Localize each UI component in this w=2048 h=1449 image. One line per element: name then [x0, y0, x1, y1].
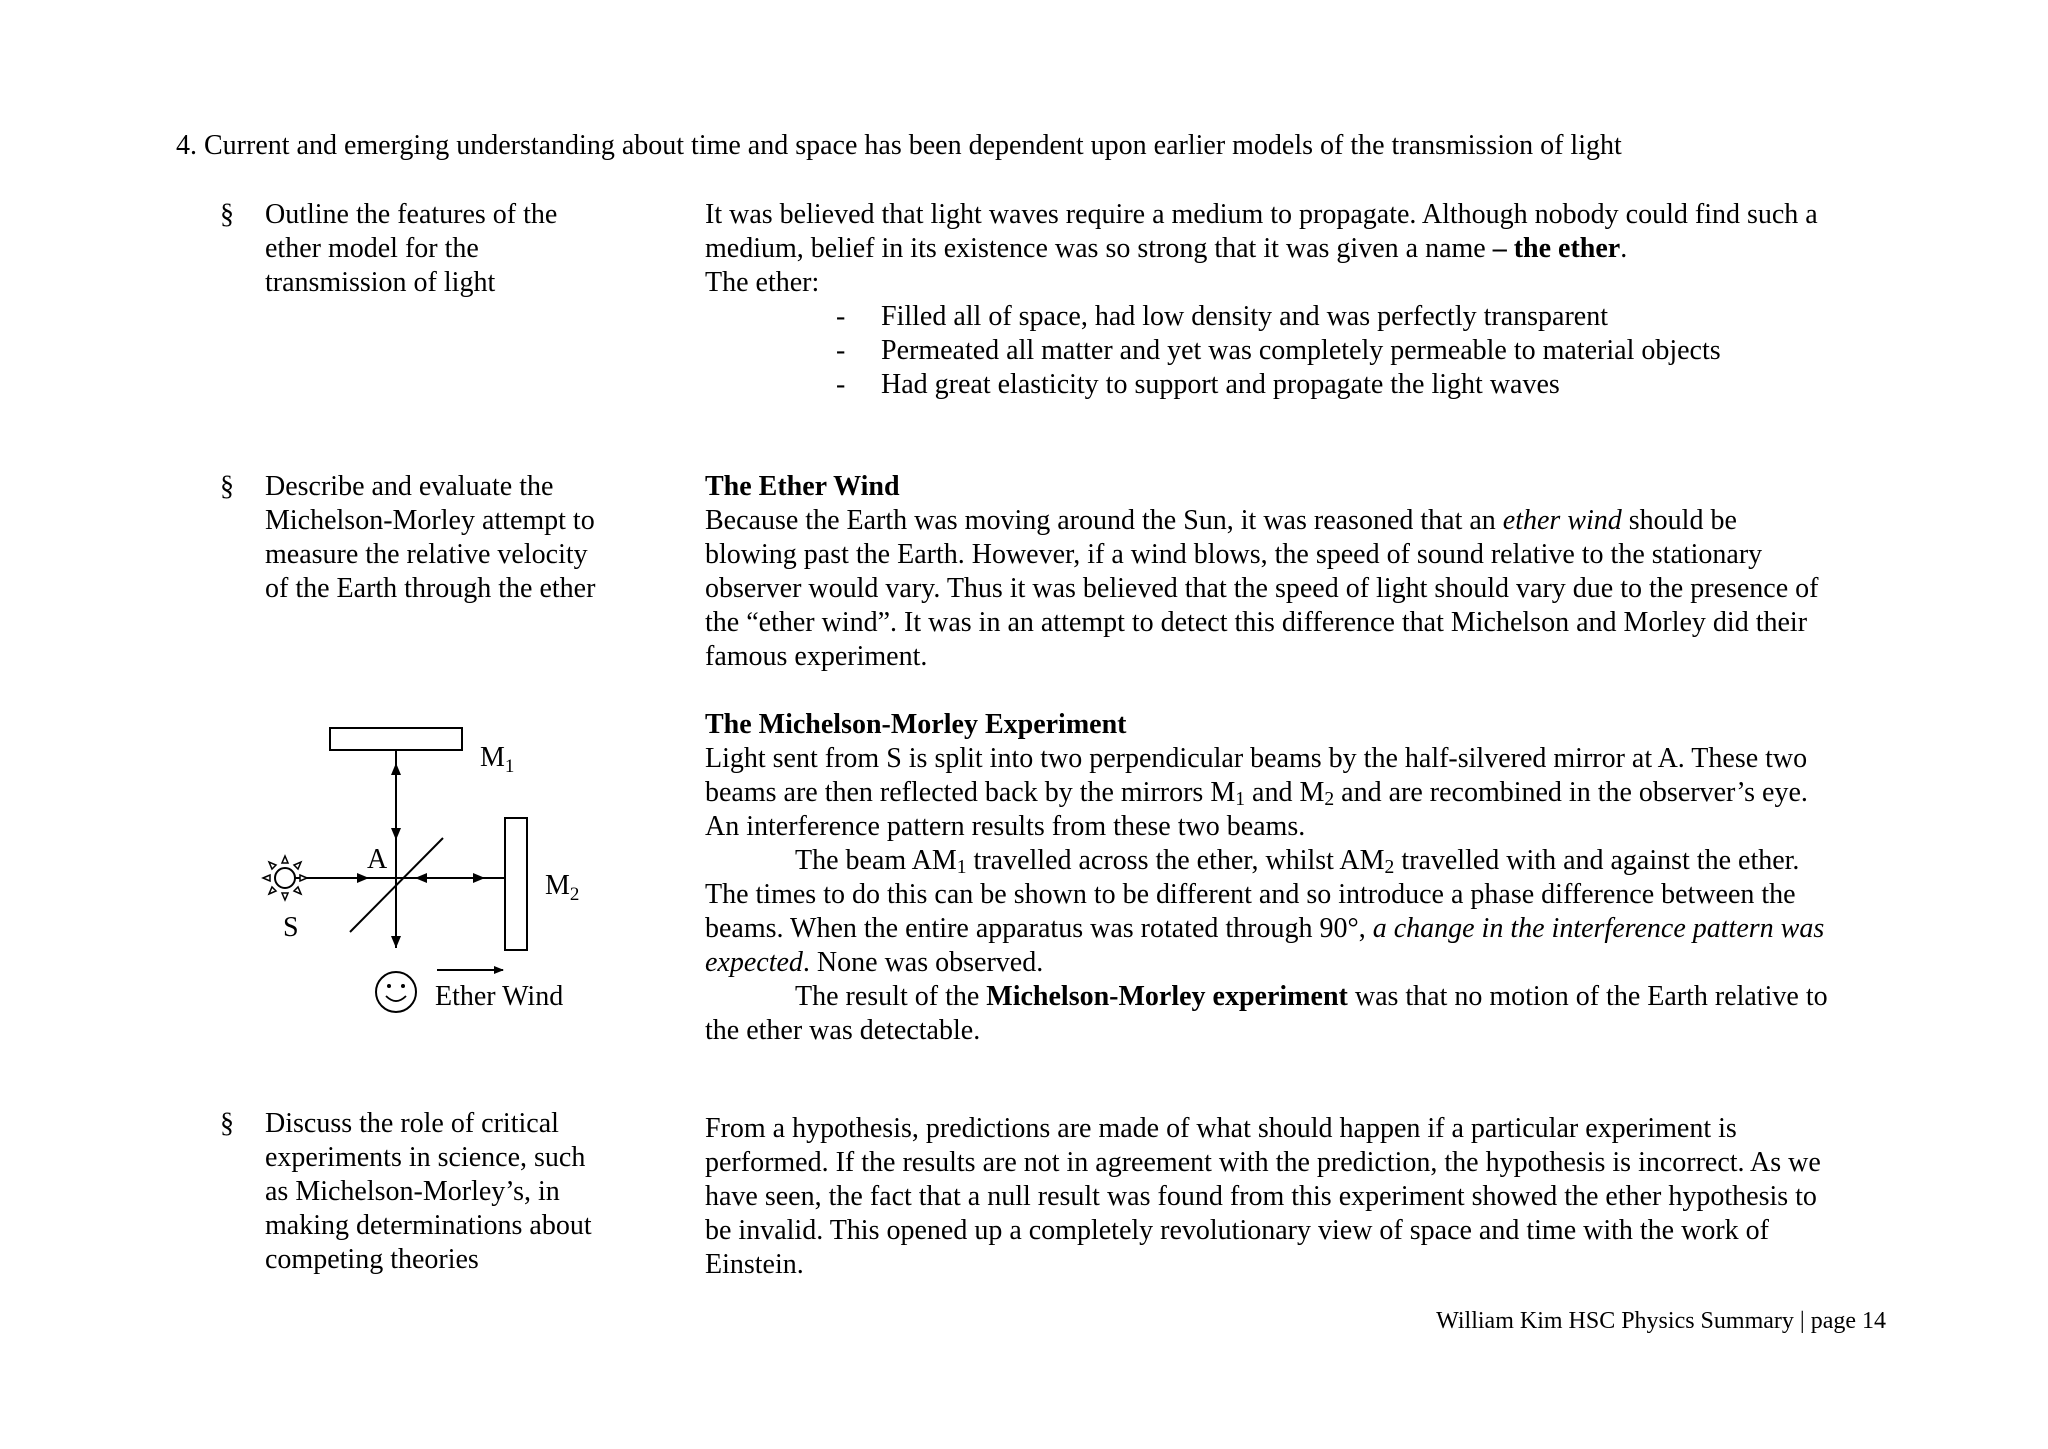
body-line: Einstein. [705, 1249, 804, 1280]
body-line: It was believed that light waves require a medium to propagate. Although nobody could find such a [705, 199, 1818, 230]
body-line: observer would vary. Thus it was believed that the speed of light should vary due to the presence of [705, 573, 1819, 604]
body-line: The beam $AM_1$ travelled across the ether, whilst $AM_2$ travelled with and against the ether. [795, 845, 1800, 878]
topic-line: experiments in science, such [265, 1142, 586, 1173]
body-line: The result of the Michelson-Morley experiment was that no motion of the Earth relative to [795, 981, 1828, 1012]
topic-line: Michelson-Morley attempt to [265, 505, 595, 536]
topic-line: Describe and evaluate the [265, 471, 554, 502]
section-3-topic [265, 1107, 625, 1277]
body-line: From a hypothesis, predictions are made of what should happen if a particular experiment is [705, 1113, 1737, 1144]
topic-line: measure the relative velocity [265, 539, 588, 570]
label-s: S [283, 912, 299, 943]
body-line: performed. If the results are not in agreement with the prediction, the hypothesis is incorrect. As we [705, 1147, 1821, 1178]
body-line: medium, belief in its existence was so strong that it was given a name – the ether. [705, 233, 1628, 264]
body-line: An interference pattern results from these two beams. [705, 811, 1306, 842]
ether-properties-list [705, 300, 1895, 402]
body-line: blowing past the Earth. However, if a wind blows, the speed of sound relative to the stationary [705, 539, 1763, 570]
arrow-to-observer [391, 936, 401, 948]
body-line: beams are then reflected back by the mirrors $M_1$ and $M_2$ and are recombined in the observer’s eye. [705, 777, 1808, 810]
body-line: expected. None was observed. [705, 947, 1044, 978]
arrow-up [391, 763, 401, 775]
list-item: - Filled all of space, had low density and was perfectly transparent [836, 301, 1608, 332]
topic-line: competing theories [265, 1244, 479, 1275]
arrow-down [391, 828, 401, 840]
body-line: The times to do this can be shown to be different and so introduce a phase difference between the [705, 879, 1796, 910]
topic-line: of the Earth through the ether [265, 573, 596, 604]
topic-line: Outline the features of the [265, 199, 558, 230]
label-a: A [367, 844, 388, 875]
body-line: be invalid. This opened up a completely revolutionary view of space and time with the work of [705, 1215, 1769, 1246]
mirror-m2 [505, 818, 527, 950]
observer-smiley-icon [376, 972, 416, 1012]
ether-term: – the ether [1492, 233, 1621, 264]
mirror-m1 [330, 728, 462, 750]
section-3-bullet: § [220, 1108, 234, 1139]
page-footer: William Kim HSC Physics Summary | page 14 [1436, 1308, 1886, 1334]
ether-wind-heading: The Ether Wind [705, 471, 900, 502]
experiment-heading: The Michelson-Morley Experiment [705, 709, 1127, 740]
section-2-content [705, 470, 1895, 1048]
topic-line: Discuss the role of critical [265, 1108, 559, 1139]
arrow-right-m2 [473, 873, 485, 883]
section-2-bullet: § [220, 471, 234, 502]
arrow-left-return [415, 873, 427, 883]
label-ether-wind: Ether Wind [435, 981, 564, 1012]
label-m1: $M_1$ [480, 742, 515, 777]
body-line: Light sent from S is split into two perpendicular beams by the half-silvered mirror at A. These two [705, 743, 1808, 774]
topic-line: transmission of light [265, 267, 496, 298]
topic-line: ether model for the [265, 233, 479, 264]
list-item: - Permeated all matter and yet was completely permeable to material objects [836, 335, 1721, 366]
page-heading: 4. Current and emerging understanding about time and space has been dependent upon earlier models of the transmission of light [176, 130, 1622, 161]
section-1-bullet: § [220, 199, 234, 230]
section-1-content [705, 198, 1895, 402]
sun-icon [263, 856, 307, 900]
topic-line: as Michelson-Morley’s, in [265, 1176, 560, 1207]
list-item: - Had great elasticity to support and propagate the light waves [836, 369, 1560, 400]
section-1-topic [265, 198, 625, 300]
interferometer-diagram [255, 710, 615, 1040]
section-2-topic [265, 470, 625, 606]
body-line: beams. When the entire apparatus was rotated through 90°, a change in the interference pattern was [705, 913, 1825, 944]
section-3-content [705, 1112, 1895, 1282]
body-line: Because the Earth was moving around the Sun, it was reasoned that an ether wind should be [705, 505, 1737, 536]
label-m2: $M_2$ [545, 870, 580, 905]
body-line: the ether was detectable. [705, 1015, 981, 1046]
topic-line: making determinations about [265, 1210, 592, 1241]
body-line: The ether: [705, 267, 820, 298]
blank-line [705, 674, 1895, 708]
body-line: have seen, the fact that a null result was found from this experiment showed the ether hypothesis to [705, 1181, 1817, 1212]
body-line: the “ether wind”. It was in an attempt to detect this difference that Michelson and Morley did their [705, 607, 1808, 638]
body-line: famous experiment. [705, 641, 928, 672]
